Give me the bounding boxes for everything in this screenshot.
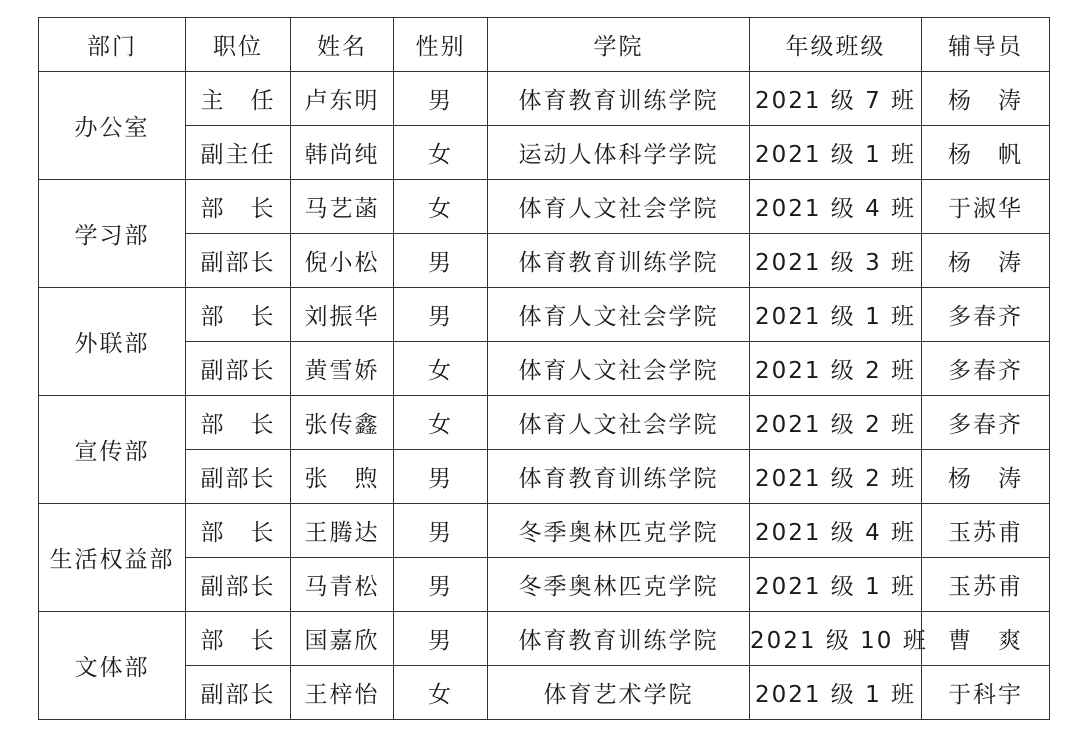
gender-cell: 男 [394, 612, 488, 666]
college-cell: 冬季奥林匹克学院 [488, 558, 750, 612]
position-cell: 部 长 [186, 180, 291, 234]
college-cell: 体育教育训练学院 [488, 72, 750, 126]
gender-cell: 女 [394, 396, 488, 450]
department-cell: 办公室 [39, 72, 186, 180]
table-row [39, 342, 1050, 396]
name-cell: 国嘉欣 [291, 612, 394, 666]
gender-cell: 女 [394, 126, 488, 180]
name-cell: 倪小松 [291, 234, 394, 288]
class-cell: 2021 级 4 班 [750, 504, 922, 558]
advisor-cell: 多春齐 [922, 342, 1050, 396]
advisor-cell: 多春齐 [922, 288, 1050, 342]
header-college: 学院 [488, 18, 750, 72]
college-cell: 体育人文社会学院 [488, 180, 750, 234]
name-cell: 刘振华 [291, 288, 394, 342]
college-cell: 体育人文社会学院 [488, 396, 750, 450]
advisor-cell: 杨 涛 [922, 450, 1050, 504]
gender-cell: 女 [394, 180, 488, 234]
table-row [39, 180, 1050, 234]
gender-cell: 男 [394, 558, 488, 612]
position-cell: 副部长 [186, 666, 291, 720]
advisor-cell: 多春齐 [922, 396, 1050, 450]
advisor-cell: 杨 帆 [922, 126, 1050, 180]
table-row [39, 288, 1050, 342]
name-cell: 马青松 [291, 558, 394, 612]
name-cell: 张 煦 [291, 450, 394, 504]
college-cell: 体育教育训练学院 [488, 234, 750, 288]
name-cell: 韩尚纯 [291, 126, 394, 180]
table-row [39, 72, 1050, 126]
advisor-cell: 玉苏甫 [922, 558, 1050, 612]
advisor-cell: 于淑华 [922, 180, 1050, 234]
gender-cell: 女 [394, 342, 488, 396]
table-row [39, 558, 1050, 612]
name-cell: 王腾达 [291, 504, 394, 558]
table-row [39, 234, 1050, 288]
position-cell: 主 任 [186, 72, 291, 126]
college-cell: 体育人文社会学院 [488, 342, 750, 396]
table-row [39, 396, 1050, 450]
class-cell: 2021 级 1 班 [750, 558, 922, 612]
department-cell: 文体部 [39, 612, 186, 720]
name-cell: 王梓怡 [291, 666, 394, 720]
class-cell: 2021 级 3 班 [750, 234, 922, 288]
position-cell: 副部长 [186, 450, 291, 504]
position-cell: 部 长 [186, 504, 291, 558]
college-cell: 体育教育训练学院 [488, 450, 750, 504]
department-cell: 学习部 [39, 180, 186, 288]
position-cell: 副部长 [186, 558, 291, 612]
class-cell: 2021 级 1 班 [750, 126, 922, 180]
department-cell: 生活权益部 [39, 504, 186, 612]
college-cell: 冬季奥林匹克学院 [488, 504, 750, 558]
gender-cell: 男 [394, 504, 488, 558]
advisor-cell: 曹 爽 [922, 612, 1050, 666]
class-cell: 2021 级 1 班 [750, 288, 922, 342]
advisor-cell: 玉苏甫 [922, 504, 1050, 558]
table-row [39, 612, 1050, 666]
class-cell: 2021 级 1 班 [750, 666, 922, 720]
header-name: 姓名 [291, 18, 394, 72]
header-position: 职位 [186, 18, 291, 72]
header-department: 部门 [39, 18, 186, 72]
class-cell: 2021 级 10 班 [750, 612, 922, 666]
position-cell: 部 长 [186, 612, 291, 666]
header-class: 年级班级 [750, 18, 922, 72]
college-cell: 运动人体科学学院 [488, 126, 750, 180]
class-cell: 2021 级 2 班 [750, 396, 922, 450]
college-cell: 体育人文社会学院 [488, 288, 750, 342]
roster-body [39, 72, 1050, 720]
position-cell: 部 长 [186, 396, 291, 450]
name-cell: 黄雪娇 [291, 342, 394, 396]
roster-table [38, 17, 1050, 720]
position-cell: 副部长 [186, 342, 291, 396]
header-advisor: 辅导员 [922, 18, 1050, 72]
gender-cell: 男 [394, 234, 488, 288]
college-cell: 体育教育训练学院 [488, 612, 750, 666]
table-row [39, 666, 1050, 720]
advisor-cell: 于科宇 [922, 666, 1050, 720]
name-cell: 张传鑫 [291, 396, 394, 450]
position-cell: 副主任 [186, 126, 291, 180]
advisor-cell: 杨 涛 [922, 72, 1050, 126]
class-cell: 2021 级 4 班 [750, 180, 922, 234]
class-cell: 2021 级 7 班 [750, 72, 922, 126]
table-row [39, 450, 1050, 504]
table-row [39, 126, 1050, 180]
header-row [39, 18, 1050, 72]
name-cell: 卢东明 [291, 72, 394, 126]
class-cell: 2021 级 2 班 [750, 450, 922, 504]
position-cell: 部 长 [186, 288, 291, 342]
position-cell: 副部长 [186, 234, 291, 288]
header-gender: 性别 [394, 18, 488, 72]
table-row [39, 504, 1050, 558]
class-cell: 2021 级 2 班 [750, 342, 922, 396]
gender-cell: 男 [394, 450, 488, 504]
name-cell: 马艺菡 [291, 180, 394, 234]
advisor-cell: 杨 涛 [922, 234, 1050, 288]
college-cell: 体育艺术学院 [488, 666, 750, 720]
gender-cell: 男 [394, 72, 488, 126]
department-cell: 外联部 [39, 288, 186, 396]
gender-cell: 男 [394, 288, 488, 342]
department-cell: 宣传部 [39, 396, 186, 504]
gender-cell: 女 [394, 666, 488, 720]
